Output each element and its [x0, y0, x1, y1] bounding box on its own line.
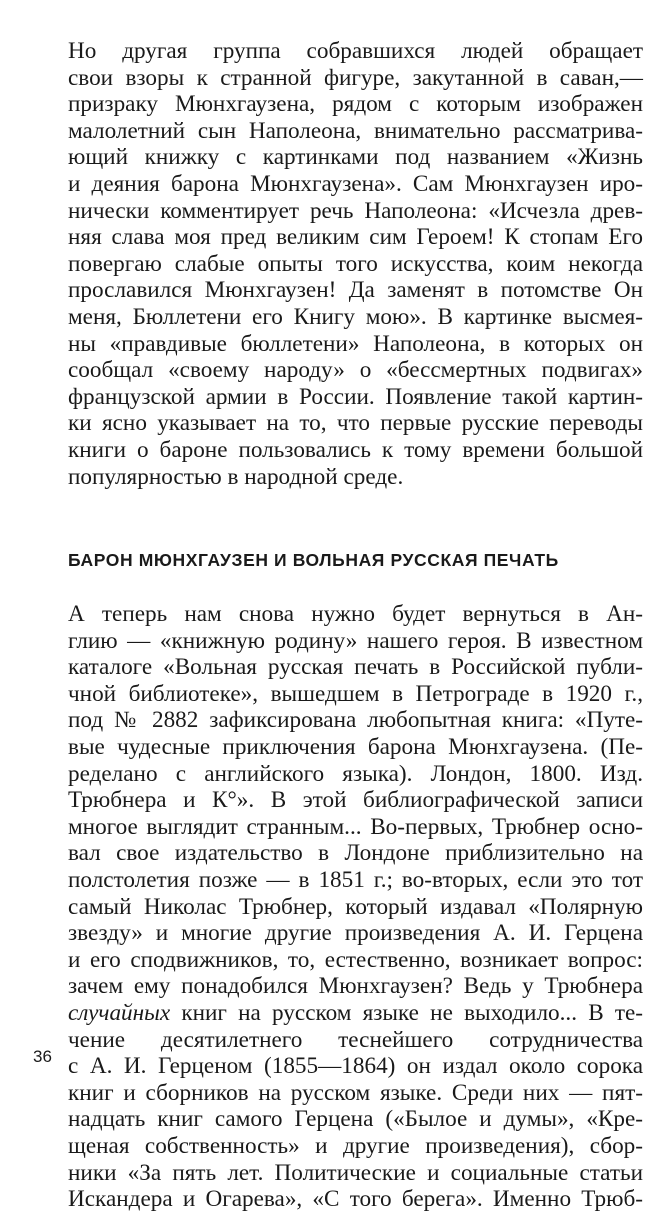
text-line: ны «правдивые бюллетени» Наполеона, в которых он [68, 330, 643, 357]
page-number: 36 [33, 1047, 52, 1066]
text-line: самый Николас Трюбнер, который издавал «Полярную [68, 893, 643, 920]
text-line: щеная собственность» и другие произведения), сбор- [68, 1132, 643, 1159]
emphasized-word: случайных [68, 1000, 171, 1026]
text-line: нически комментирует речь Наполеона: «Исчезла древ- [68, 197, 643, 224]
text-line: малолетний сын Наполеона, внимательно рассматрива- [68, 117, 643, 144]
text-line: французской армии в России. Появление такой картин- [68, 383, 643, 410]
text-line: под № 2882 зафиксирована любопытная книга: «Путе- [68, 707, 643, 734]
text-line: свои взоры к странной фигуре, закутанной в саван,— [68, 64, 643, 91]
text-line: популярностью в народной среде. [68, 463, 404, 490]
text-line: книг и сборников на русском языке. Среди них — пят- [68, 1079, 643, 1106]
text-line: вал свое издательство в Лондоне приблизительно на [68, 840, 643, 867]
text-line: с А. И. Герценом (1855—1864) он издал около сорока [68, 1053, 643, 1080]
text-line: сообщал «своему народу» о «бессмертных подвигах» [68, 357, 643, 384]
paragraph-1 [68, 38, 643, 490]
text-line: вые чудесные приключения барона Мюнхгаузена. (Пе- [68, 734, 643, 761]
text-line: Трюбнера и К°». В этой библиографической записи [68, 787, 643, 814]
text-line: ники «За пять лет. Политические и социальные статьи [68, 1159, 643, 1186]
text-line: призраку Мюнхгаузена, рядом с которым изображен [68, 91, 643, 118]
text-line: няя слава моя пред великим сим Героем! К стопам Его [68, 224, 643, 251]
text-line: ющий книжку с картинками под названием «Жизнь [68, 144, 643, 171]
text-line: чной библиотеке», вышедшем в Петрограде в 1920 г., [68, 680, 643, 707]
text-line: каталоге «Вольная русская печать в Российской публи- [68, 654, 643, 681]
text-line: и его сподвижников, то, естественно, возникает вопрос: [68, 946, 643, 973]
text-line: прославился Мюнхгаузен! Да заменят в потомстве Он [68, 277, 643, 304]
text-line: книги о бароне пользовались к тому времени большой [68, 436, 643, 463]
text-line: зачем ему понадобился Мюнхгаузен? Ведь у Трюбнера [68, 973, 643, 1000]
page-body [68, 38, 643, 1213]
text-line: надцать книг самого Герцена («Былое и думы», «Кре- [68, 1106, 643, 1133]
text-line: повергаю слабые опыты того искусства, коим некогда [68, 250, 643, 277]
section-heading: БАРОН МЮНХГАУЗЕН И ВОЛЬНАЯ РУССКАЯ ПЕЧАТЬ [68, 550, 559, 571]
text-line: чение десятилетнего теснейшего сотрудничества [68, 1026, 643, 1053]
text-line: полстолетия позже — в 1851 г.; во-вторых, если это тот [68, 867, 643, 894]
text-line: Искандера и Огарева», «С того берега». Именно Трюб- [68, 1186, 643, 1213]
paragraph-2 [68, 601, 643, 1213]
text-line: меня, Бюллетени его Книгу мою». В картинке высмея- [68, 303, 643, 330]
text-line [68, 1000, 643, 1027]
text-line: многое выглядит странным... Во-первых, Трюбнер осно- [68, 813, 643, 840]
text-line: глию — «книжную родину» нашего героя. В известном [68, 627, 643, 654]
text-line: Но другая группа собравшихся людей обращает [68, 38, 643, 64]
text-line: звезду» и многие другие произведения А. И. Герцена [68, 920, 643, 947]
text-line: ределано с английского языка). Лондон, 1800. Изд. [68, 760, 643, 787]
text-line: ки ясно указывает на то, что первые русские переводы [68, 410, 643, 437]
text-line: и деяния барона Мюнхгаузена». Сам Мюнхгаузен иро- [68, 170, 643, 197]
text-line: А теперь нам снова нужно будет вернуться в Ан- [68, 601, 643, 628]
text-fragment: книг на русском языке не выходило... В те- [170, 1000, 643, 1026]
